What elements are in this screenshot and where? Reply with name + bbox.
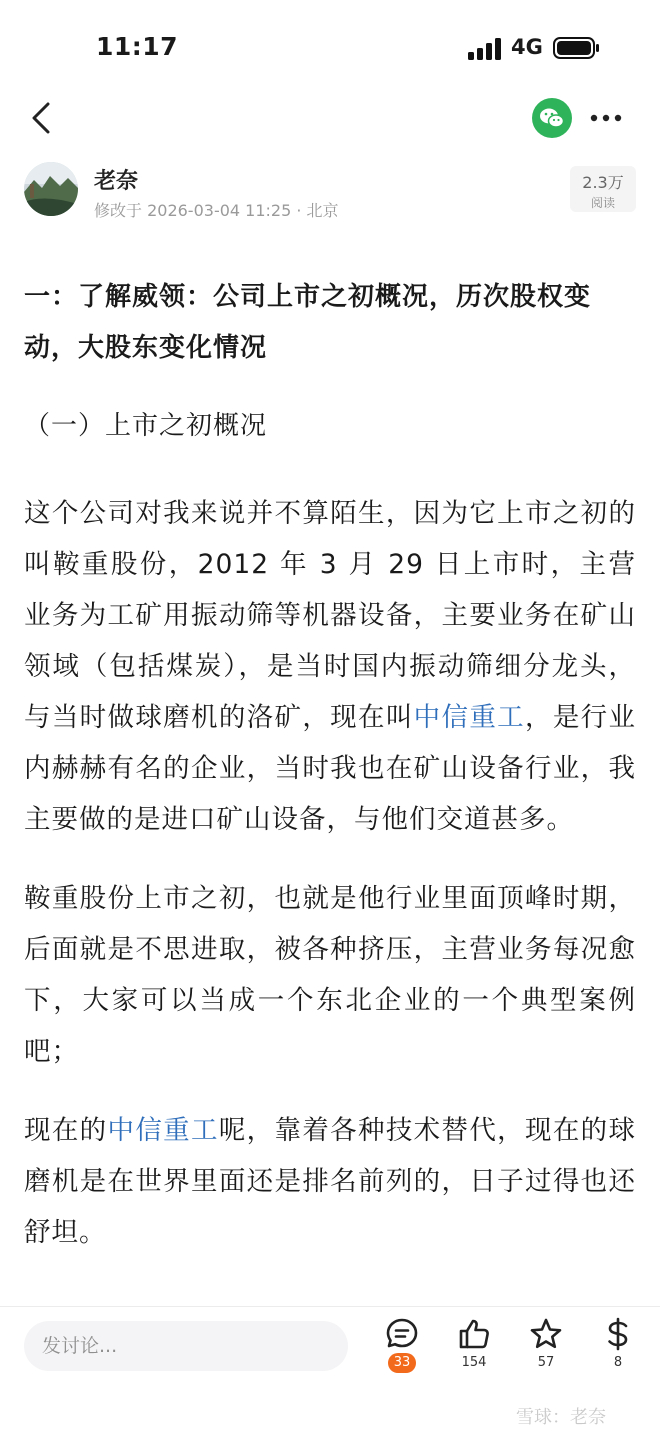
paragraph-1 [24, 488, 636, 845]
battery-icon [553, 37, 599, 59]
avatar[interactable] [24, 162, 78, 216]
read-count: 2.3万 [582, 173, 624, 192]
status-bar [0, 0, 660, 96]
favorites-count: 57 [537, 1355, 555, 1370]
rewards-count: 8 [613, 1355, 623, 1370]
read-count-badge [570, 166, 636, 212]
article-body [24, 272, 636, 1258]
article-heading: 一：了解威领：公司上市之初概况，历次股权变动，大股东变化情况 [24, 282, 592, 363]
paragraph-3-text-b: 呢，靠着各种技术替代，现在的球磨机是在世界里面还是排名前列的，日子过得也还舒坦。 [24, 1115, 637, 1248]
reward-button[interactable] [588, 1317, 648, 1381]
network-type: 4G [511, 35, 543, 59]
paragraph-3-text-a: 现在的 [24, 1115, 108, 1146]
read-label: 阅读 [590, 196, 615, 210]
like-button[interactable] [444, 1317, 504, 1381]
wechat-icon [532, 98, 572, 138]
thumbs-up-icon [457, 1317, 491, 1351]
avatar-image [24, 162, 78, 216]
xueqiu-watermark: 雪球：老奈 [516, 1407, 606, 1428]
post-meta: 修改于 2026-03-04 11:25 · 北京 [94, 201, 339, 220]
star-icon [529, 1317, 563, 1351]
more-dots-icon[interactable] [588, 104, 624, 132]
signal-icon [468, 38, 502, 60]
status-time: 11:17 [96, 32, 179, 61]
stock-link-citic-heavy-2[interactable]: 中信重工 [107, 1115, 219, 1146]
paragraph-1-text-b: ，是行业内赫赫有名的企业，当时我也在矿山设备行业，我主要做的是进口矿山设备，与他们交道甚多。 [24, 702, 637, 835]
comments-count-badge: 33 [388, 1353, 417, 1373]
comment-icon [385, 1317, 419, 1351]
nav-bar [0, 96, 660, 146]
comment-input[interactable] [24, 1321, 348, 1371]
bottom-action-bar [0, 1306, 660, 1434]
chevron-left-icon[interactable] [26, 98, 58, 138]
paragraph-2: 鞍重股份上市之初，也就是他行业里面顶峰时期，后面就是不思进取，被各种挤压，主营业务每况愈下，大家可以当成一个东北企业的一个典型案例吧； [24, 883, 636, 1067]
article-subheading: （一）上市之初概况 [24, 411, 268, 441]
author-name[interactable]: 老奈 [94, 169, 139, 194]
author-row [0, 160, 660, 222]
paragraph-1-text-a: 这个公司对我来说并不算陌生，因为它上市之初的叫鞍重股份，2012 年 3 月 29 日上市时，主营业务为工矿用振动筛等机器设备，主要业务在矿山领域（包括煤炭），是当时国内振动筛细分龙头，与当时做球磨机的洛矿，现在叫 [24, 498, 636, 733]
comments-button[interactable] [372, 1317, 432, 1381]
favorite-button[interactable] [516, 1317, 576, 1381]
stock-link-citic-heavy[interactable]: 中信重工 [413, 702, 526, 733]
wechat-share-button[interactable] [532, 98, 572, 138]
paragraph-3 [24, 1105, 636, 1258]
dollar-icon [601, 1317, 635, 1351]
likes-count: 154 [461, 1355, 487, 1370]
